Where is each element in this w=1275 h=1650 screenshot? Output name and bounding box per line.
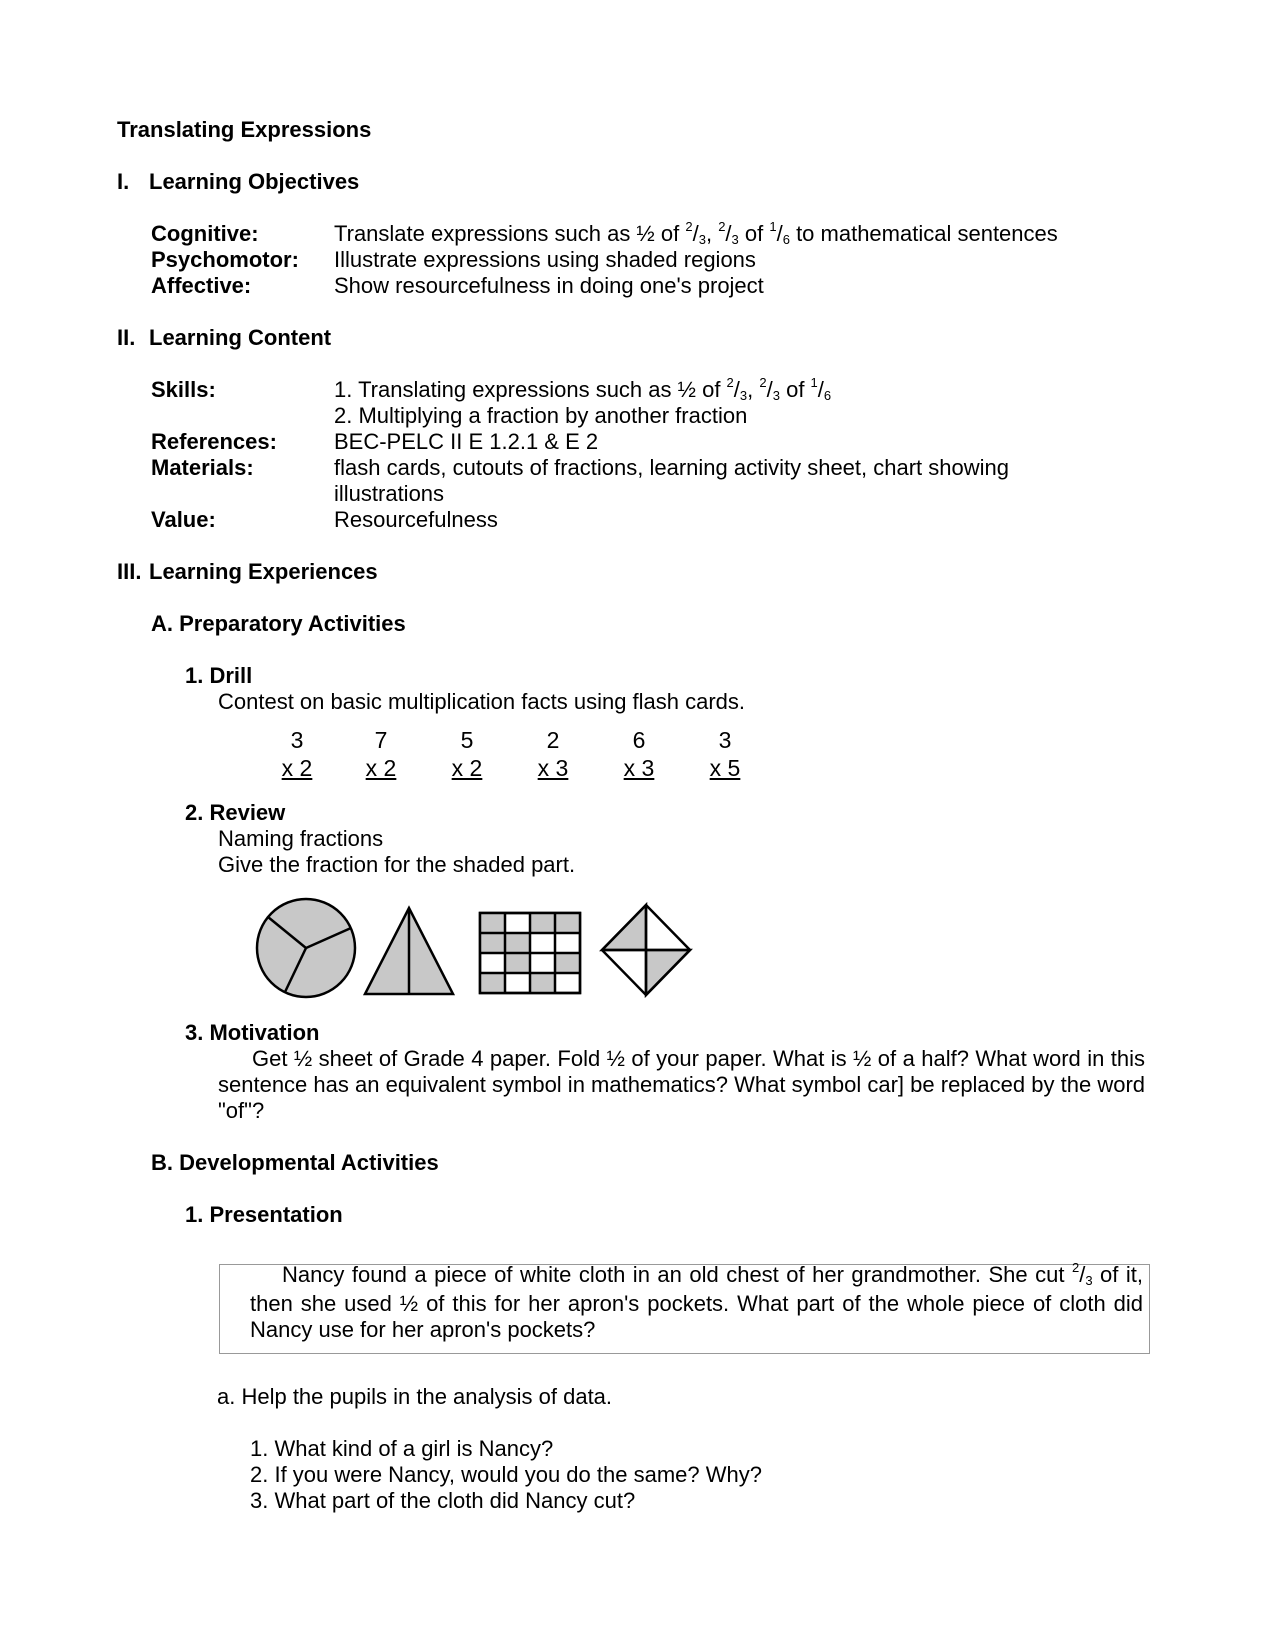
objective-affective-value: Show resourcefulness in doing one's project: [334, 273, 764, 298]
objective-cognitive-value: Translate expressions such as ½ of $^2/_3$, $^2/_3$ of $^1/_6$ to mathematical sentences: [334, 219, 1058, 247]
references-label: References:: [151, 429, 277, 454]
skill-2: 2. Multiplying a fraction by another fraction: [334, 403, 748, 428]
materials-value-line1: flash cards, cutouts of fractions, learning activity sheet, chart showing: [334, 455, 1009, 480]
skills-label: Skills:: [151, 377, 216, 402]
review-line1: Naming fractions: [218, 826, 384, 851]
analysis-text: a. Help the pupils in the analysis of data.: [217, 1384, 613, 1409]
drill-heading: 1. Drill: [185, 663, 253, 688]
fraction-figures: [255, 895, 705, 1005]
section-1-heading: Learning Objectives: [149, 169, 360, 194]
shaded-grid-figure: [480, 913, 580, 993]
presentation-heading: 1. Presentation: [185, 1202, 343, 1227]
section-1-number: I.: [117, 169, 130, 194]
materials-label: Materials:: [151, 455, 254, 480]
question-2: 2. If you were Nancy, would you do the same? Why?: [250, 1462, 762, 1487]
review-heading: 2. Review: [185, 800, 286, 825]
materials-value-line2: illustrations: [334, 481, 445, 506]
flash-card: 6 x 3: [623, 727, 655, 781]
flash-card: 5 x 2: [451, 727, 483, 781]
objective-psychomotor-value: Illustrate expressions using shaded regions: [334, 247, 756, 272]
part-a-heading: A. Preparatory Activities: [151, 611, 406, 636]
skill-1: 1. Translating expressions such as ½ of $^2/_3$, $^2/_3$ of $^1/_6$: [334, 375, 832, 403]
part-b-heading: B. Developmental Activities: [151, 1150, 439, 1175]
value-value: Resourcefulness: [334, 507, 498, 532]
objective-cognitive-label: Cognitive:: [151, 221, 259, 246]
flash-card: 2 x 3: [537, 727, 569, 781]
references-value: BEC-PELC II E 1.2.1 & E 2: [334, 429, 599, 454]
motivation-heading: 3. Motivation: [185, 1020, 320, 1045]
section-2-number: II.: [117, 325, 136, 350]
section-3-number: III.: [117, 559, 142, 584]
value-label: Value:: [151, 507, 216, 532]
drill-text: Contest on basic multiplication facts using flash cards.: [218, 689, 746, 714]
question-1: 1. What kind of a girl is Nancy?: [250, 1436, 554, 1461]
problem-text: Nancy found a piece of white cloth in an old chest of her grandmother. She cut $^2/_3$ of it, then she used ½ of this for her apron's pockets. What part of the whole piece of cloth did Nancy use for her apron's pockets?: [250, 1260, 1143, 1342]
page-title: Translating Expressions: [117, 117, 372, 142]
review-line2: Give the fraction for the shaded part.: [218, 852, 576, 877]
shaded-diamond-figure: [602, 905, 690, 995]
flash-card: 3 x 5: [709, 727, 741, 781]
objective-affective-label: Affective:: [151, 273, 252, 298]
flash-card: 3 x 2: [281, 727, 313, 781]
motivation-text: Get ½ sheet of Grade 4 paper. Fold ½ of your paper. What is ½ of a half? What word in this sentence has an equivalent symbol in mathematics? What symbol car] be replaced by the word "of"?: [218, 1046, 1145, 1123]
section-2-heading: Learning Content: [149, 325, 332, 350]
objective-psychomotor-label: Psychomotor:: [151, 247, 299, 272]
question-3: 3. What part of the cloth did Nancy cut?: [250, 1488, 636, 1513]
flash-card: 7 x 2: [365, 727, 397, 781]
section-3-heading: Learning Experiences: [149, 559, 378, 584]
